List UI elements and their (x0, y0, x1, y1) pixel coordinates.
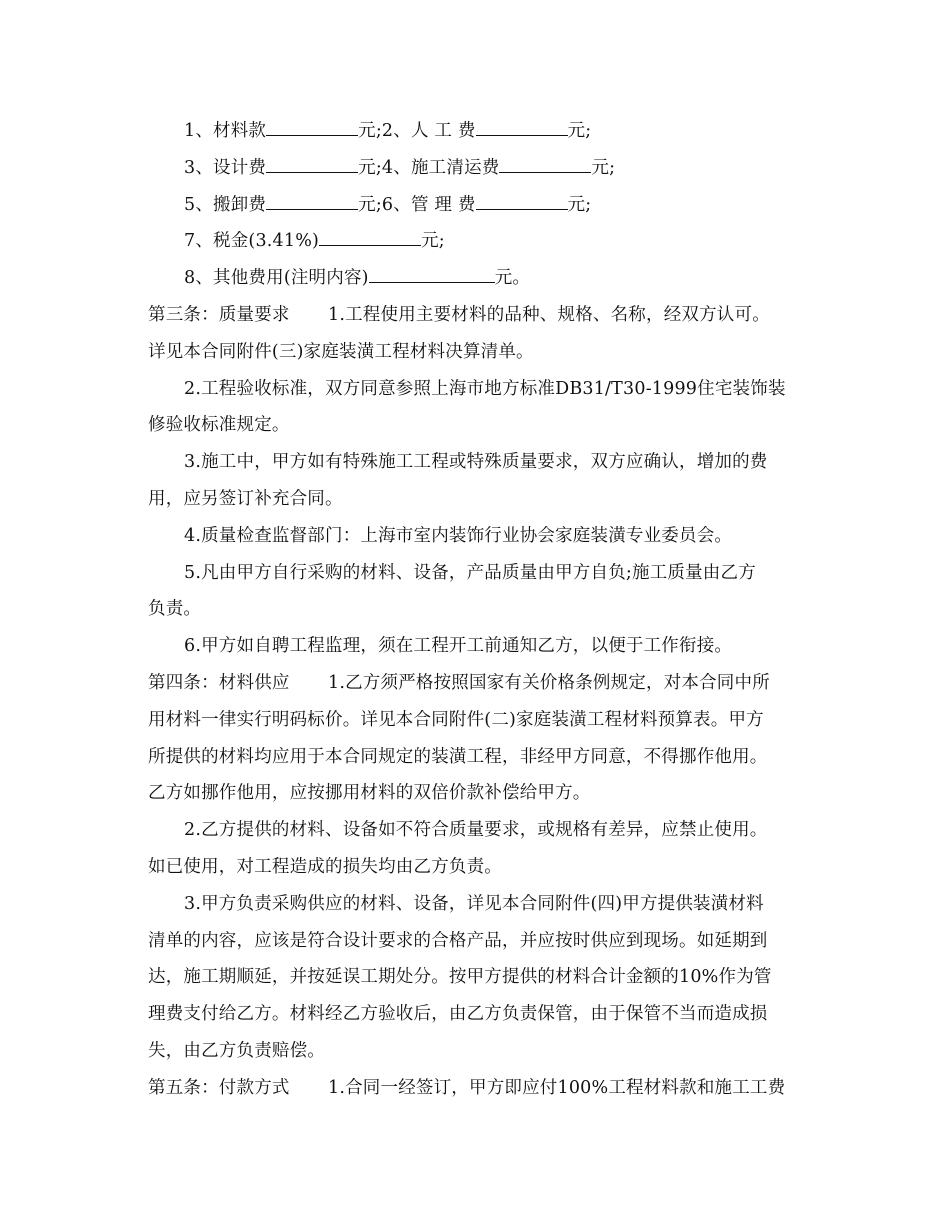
fee-line-5 (148, 260, 808, 297)
paragraph-line: 达，施工期顺延，并按延误工期处分。按甲方提供的材料合计金额的10%作为管 (148, 967, 772, 988)
fee-line-3 (148, 187, 808, 224)
paragraph-line: 乙方如挪作他用，应按挪用材料的双倍价款补偿给甲方。 (148, 783, 591, 804)
fee-label-management: 元;6、管 理 费 (358, 194, 476, 215)
fee-unit: 元; (421, 231, 445, 252)
fee-label-labor: 元;2、人 工 费 (358, 121, 476, 141)
fee-label-design: 3、设计费 (184, 157, 267, 178)
paragraph-line: 所提供的材料均应用于本合同规定的装潢工程，非经甲方同意，不得挪作他用。 (148, 746, 768, 767)
fee-line-1 (148, 113, 808, 150)
paragraph-line: 用，应另签订补充合同。 (148, 488, 343, 509)
fee-unit: 元; (567, 194, 592, 215)
fee-line-4 (148, 223, 808, 260)
article-3-line-1 (148, 297, 808, 334)
fee-unit: 元。 (494, 268, 531, 289)
paragraph-line: 负责。 (148, 599, 202, 620)
paragraph-line: 3.甲方负责采购供应的材料、设备，详见本合同附件(四)甲方提供装潢材料 (184, 893, 764, 914)
blank-field (266, 195, 358, 210)
blank-field (476, 121, 568, 136)
fee-unit: 元; (567, 121, 592, 141)
article-4-heading: 第四条：材料供应 (148, 672, 290, 693)
paragraph-line: 详见本合同附件(三)家庭装潢工程材料决算清单。 (148, 341, 534, 362)
article-5-heading: 第五条：付款方式 (148, 1077, 290, 1098)
fee-label-cleanup: 元;4、施工清运费 (358, 157, 500, 178)
paragraph-text: 1.合同一经签订，甲方即应付100%工程材料款和施工工费 (328, 1077, 786, 1098)
blank-field (476, 195, 568, 210)
blank-field (266, 121, 358, 136)
paragraph-line: 修验收标准规定。 (148, 415, 290, 436)
contract-body (148, 113, 808, 1107)
paragraph-line: 失，由乙方负责赔偿。 (148, 1040, 325, 1061)
paragraph-text: 1.工程使用主要材料的品种、规格、名称，经双方认可。 (328, 304, 770, 325)
article-3-heading: 第三条：质量要求 (148, 304, 290, 325)
paragraph-line: 如已使用，对工程造成的损失均由乙方负责。 (148, 856, 502, 877)
fee-label-moving: 5、搬卸费 (184, 194, 267, 215)
paragraph-line: 5.凡由甲方自行采购的材料、设备，产品质量由甲方自负;施工质量由乙方 (184, 562, 756, 583)
paragraph-line: 6.甲方如自聘工程监理，须在工程开工前通知乙方，以便于工作衔接。 (184, 636, 733, 657)
blank-field (499, 158, 591, 173)
fee-line-2 (148, 150, 808, 187)
paragraph-line: 理费支付给乙方。材料经乙方验收后，由乙方负责保管，由于保管不当而造成损 (148, 1004, 768, 1025)
paragraph-line: 清单的内容，应该是符合设计要求的合格产品，并应按时供应到现场。如延期到 (148, 930, 768, 951)
blank-field (266, 158, 358, 173)
paragraph-line: 2.工程验收标准，双方同意参照上海市地方标准DB31/T30-1999住宅装饰装 (184, 378, 786, 399)
paragraph-line: 3.施工中，甲方如有特殊施工工程或特殊质量要求，双方应确认，增加的费 (184, 452, 768, 473)
fee-unit: 元; (591, 157, 616, 178)
fee-label-materials: 1、材料款 (184, 121, 267, 141)
fee-label-other: 8、其他费用(注明内容) (184, 268, 369, 289)
paragraph-line: 2.乙方提供的材料、设备如不符合质量要求，或规格有差异，应禁止使用。 (184, 820, 768, 841)
paragraph-line: 4.质量检查监督部门：上海市室内装饰行业协会家庭装潢专业委员会。 (184, 525, 733, 546)
paragraph-text: 1.乙方须严格按照国家有关价格条例规定，对本合同中所 (328, 672, 770, 693)
article-5-line-1 (148, 1070, 808, 1107)
paragraph-line: 用材料一律实行明码标价。详见本合同附件(二)家庭装潢工程材料预算表。甲方 (148, 709, 764, 730)
article-4-line-1 (148, 665, 808, 702)
blank-field (369, 268, 495, 283)
blank-field (319, 231, 421, 246)
fee-label-tax: 7、税金(3.41%) (184, 231, 320, 252)
